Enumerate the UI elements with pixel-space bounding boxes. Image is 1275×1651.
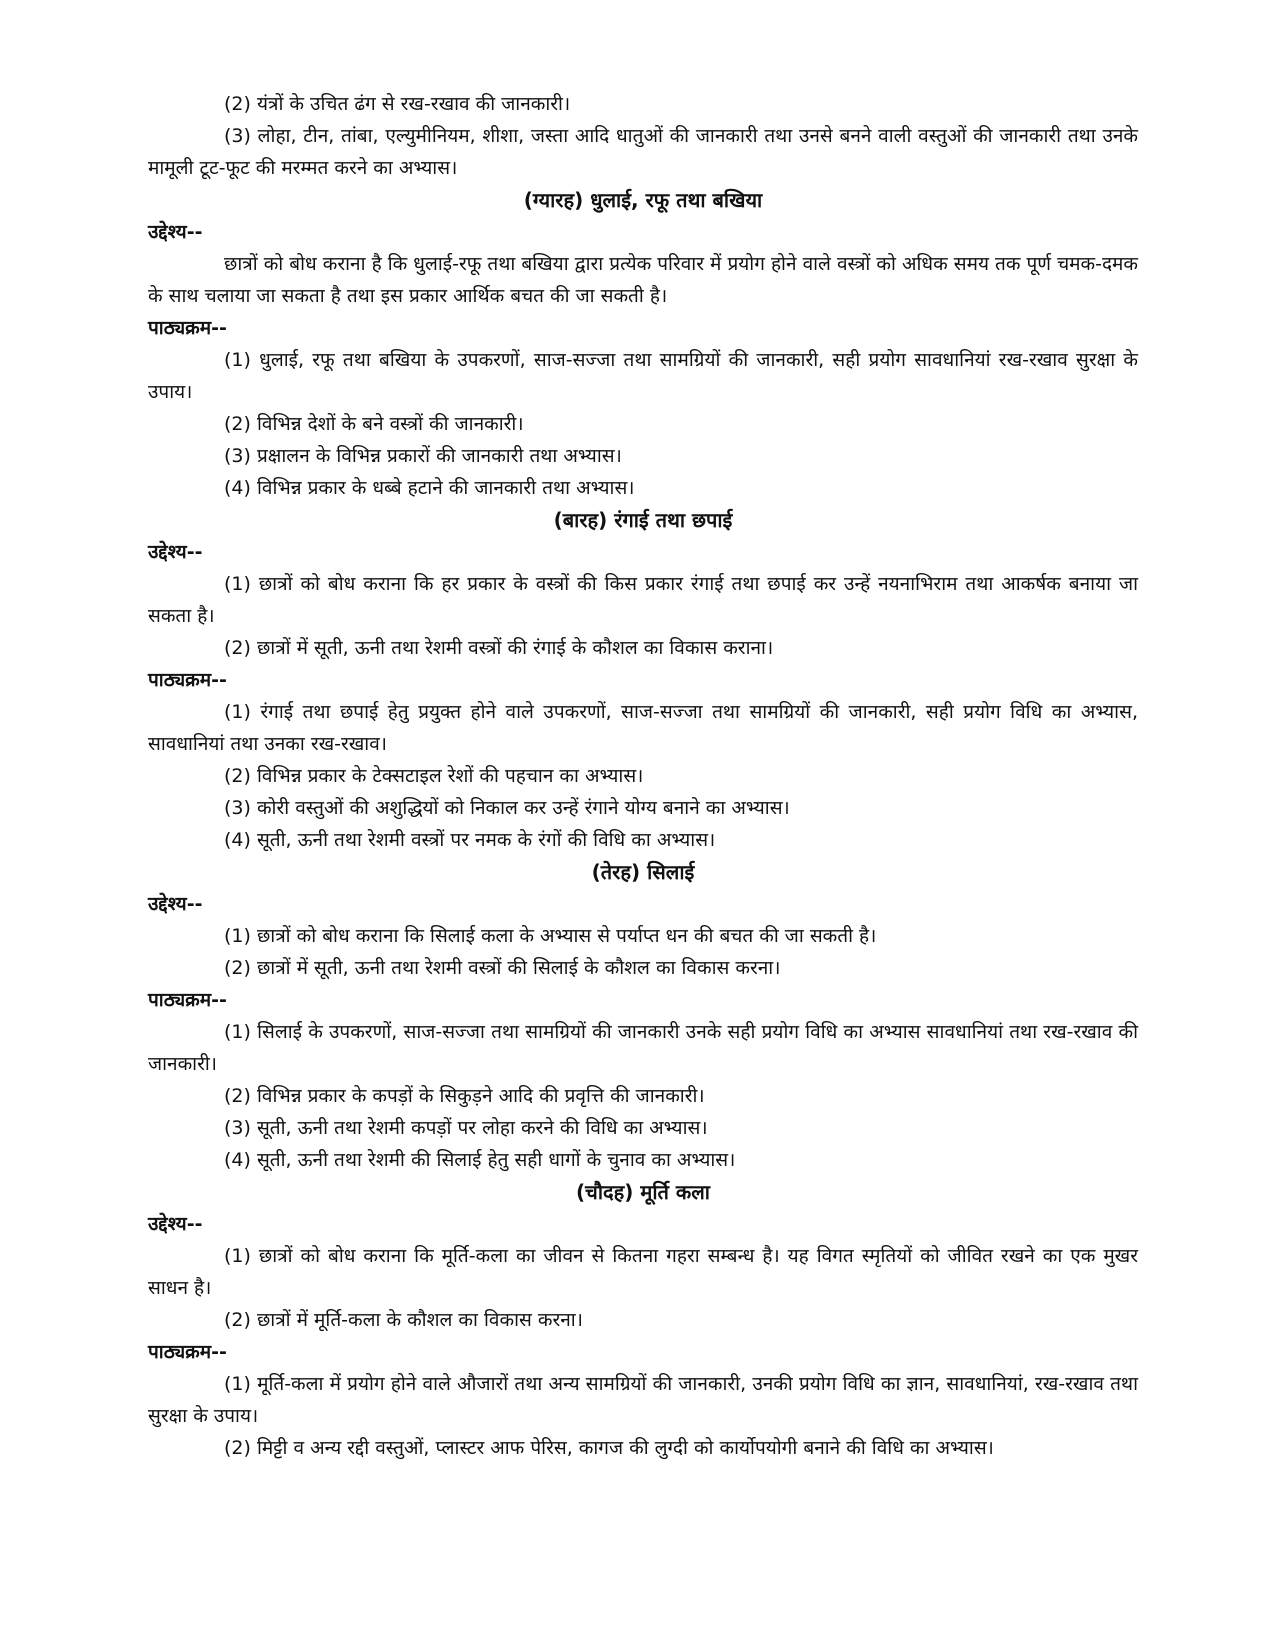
paragraph: (4) सूती, ऊनी तथा रेशमी वस्त्रों पर नमक के रंगों की विधि का अभ्यास। xyxy=(224,829,716,851)
section-label: पाठ्यक्रम-- xyxy=(148,1341,227,1363)
paragraph: (1) रंगाई तथा छपाई हेतु प्रयुक्त होने वाले उपकरणों, साज-सज्जा तथा सामग्रियों की जानकारी, सही प्रयोग विधि का अभ्यास, सावधानियां तथा उनका रख-रखाव। xyxy=(148,701,1138,755)
paragraph: (2) छात्रों में सूती, ऊनी तथा रेशमी वस्त्रों की सिलाई के कौशल का विकास करना। xyxy=(224,957,781,979)
paragraph: (1) धुलाई, रफू तथा बखिया के उपकरणों, साज-सज्जा तथा सामग्रियों की जानकारी, सही प्रयोग सावधानियां रख-रखाव सुरक्षा के उपाय। xyxy=(148,349,1138,403)
paragraph: (1) छात्रों को बोध कराना कि मूर्ति-कला का जीवन से कितना गहरा सम्बन्ध है। यह विगत स्मृतियों को जीवित रखने का एक मुखर साधन है। xyxy=(148,1245,1138,1299)
section-label: पाठ्यक्रम-- xyxy=(148,669,227,691)
section-heading: (ग्यारह) धुलाई, रफू तथा बखिया xyxy=(523,188,763,212)
section-label: पाठ्यक्रम-- xyxy=(148,989,227,1011)
section-label: उद्देश्य-- xyxy=(148,893,203,915)
paragraph: (1) सिलाई के उपकरणों, साज-सज्जा तथा सामग्रियों की जानकारी उनके सही प्रयोग विधि का अभ्यास सावधानियां तथा रख-रखाव की जानकारी। xyxy=(148,1021,1138,1075)
section-label: उद्देश्य-- xyxy=(148,541,203,563)
paragraph: (2) मिट्टी व अन्य रद्दी वस्तुओं, प्लास्टर आफ पेरिस, कागज की लुग्दी को कार्योपयोगी बनाने की विधि का अभ्यास। xyxy=(224,1437,994,1459)
section-heading: (तेरह) सिलाई xyxy=(591,860,695,884)
document-page xyxy=(148,88,1138,1464)
paragraph: (2) यंत्रों के उचित ढंग से रख-रखाव की जानकारी। xyxy=(224,93,571,115)
paragraph: (3) कोरी वस्तुओं की अशुद्धियों को निकाल कर उन्हें रंगाने योग्य बनाने का अभ्यास। xyxy=(224,797,790,819)
paragraph: (2) विभिन्न प्रकार के कपड़ों के सिकुड़ने आदि की प्रवृत्ति की जानकारी। xyxy=(224,1085,705,1107)
section-label: उद्देश्य-- xyxy=(148,221,203,243)
paragraph: (1) छात्रों को बोध कराना कि सिलाई कला के अभ्यास से पर्याप्त धन की बचत की जा सकती है। xyxy=(224,925,877,947)
paragraph: (2) छात्रों में सूती, ऊनी तथा रेशमी वस्त्रों की रंगाई के कौशल का विकास कराना। xyxy=(224,637,774,659)
paragraph: (3) लोहा, टीन, तांबा, एल्युमीनियम, शीशा, जस्ता आदि धातुओं की जानकारी तथा उनसे बनने वाली वस्तुओं की जानकारी तथा उनके मामूली टूट-फूट की मरम्मत करने का अभ्यास। xyxy=(148,125,1138,179)
paragraph: छात्रों को बोध कराना है कि धुलाई-रफू तथा बखिया द्वारा प्रत्येक परिवार में प्रयोग होने वाले वस्त्रों को अधिक समय तक पूर्ण चमक-दमक के साथ चलाया जा सकता है तथा इस प्रकार आर्थिक बचत की जा सकती है। xyxy=(148,253,1138,307)
paragraph: (4) विभिन्न प्रकार के धब्बे हटाने की जानकारी तथा अभ्यास। xyxy=(224,477,635,499)
paragraph: (4) सूती, ऊनी तथा रेशमी की सिलाई हेतु सही धागों के चुनाव का अभ्यास। xyxy=(224,1149,736,1171)
section-heading: (बारह) रंगाई तथा छपाई xyxy=(553,508,733,532)
paragraph: (2) छात्रों में मूर्ति-कला के कौशल का विकास करना। xyxy=(224,1309,583,1331)
section-heading: (चौदह) मूर्ति कला xyxy=(576,1180,710,1204)
paragraph: (2) विभिन्न प्रकार के टेक्सटाइल रेशों की पहचान का अभ्यास। xyxy=(224,765,644,787)
paragraph: (3) प्रक्षालन के विभिन्न प्रकारों की जानकारी तथा अभ्यास। xyxy=(224,445,622,467)
paragraph: (3) सूती, ऊनी तथा रेशमी कपड़ों पर लोहा करने की विधि का अभ्यास। xyxy=(224,1117,708,1139)
paragraph: (1) छात्रों को बोध कराना कि हर प्रकार के वस्त्रों की किस प्रकार रंगाई तथा छपाई कर उन्हें नयनाभिराम तथा आकर्षक बनाया जा सकता है। xyxy=(148,573,1138,627)
section-label: पाठ्यक्रम-- xyxy=(148,317,227,339)
section-label: उद्देश्य-- xyxy=(148,1213,203,1235)
paragraph: (1) मूर्ति-कला में प्रयोग होने वाले औजारों तथा अन्य सामग्रियों की जानकारी, उनकी प्रयोग विधि का ज्ञान, सावधानियां, रख-रखाव तथा सुरक्षा के उपाय। xyxy=(148,1373,1138,1427)
paragraph: (2) विभिन्न देशों के बने वस्त्रों की जानकारी। xyxy=(224,413,524,435)
